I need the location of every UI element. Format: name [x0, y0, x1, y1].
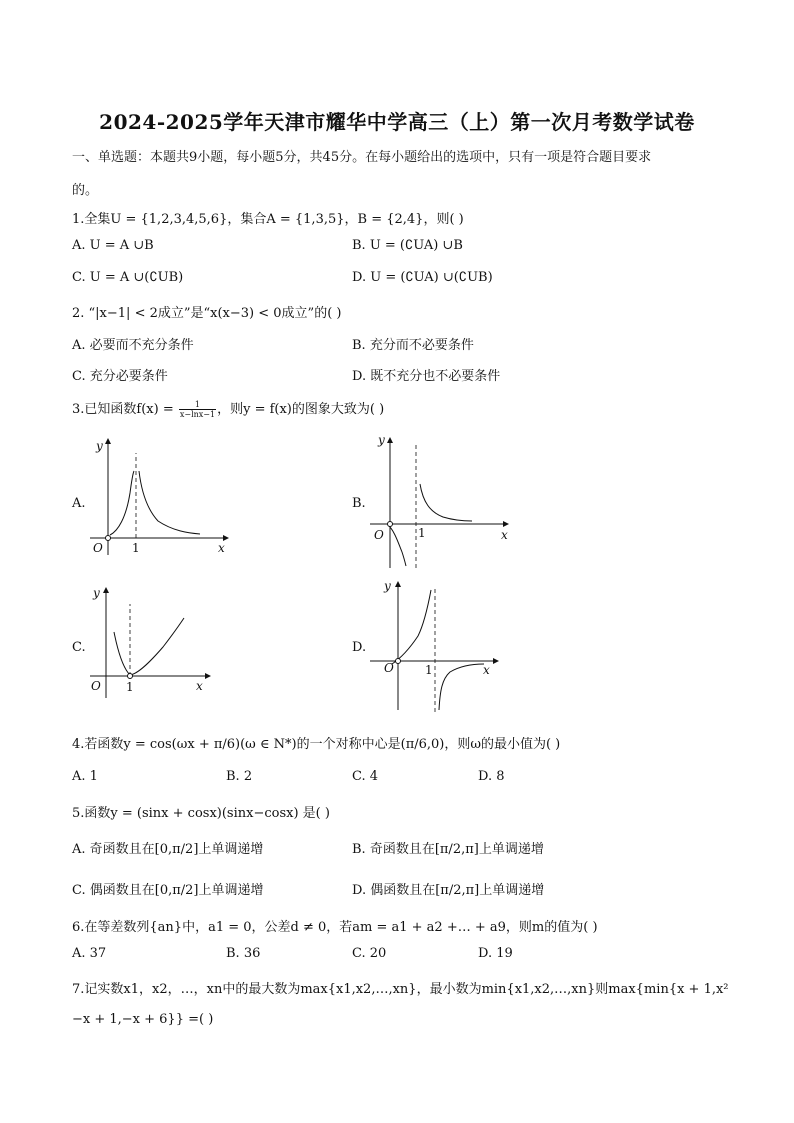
curve-right [139, 471, 200, 534]
q6-option-d: D. 19 [478, 946, 513, 961]
q3-stem-post: ，则y = f(x)的图象大致为( ) [217, 402, 385, 417]
point-hole [128, 674, 133, 679]
q4-stem: 4.若函数y = cos(ωx + π/6)(ω ∈ N*)的一个对称中心是(π/6,0)，则ω的最小值为( ) [72, 737, 561, 752]
origin-label: O [374, 528, 384, 542]
origin-label: O [93, 541, 103, 555]
x-label: x [483, 663, 490, 677]
q4-option-a: A. 1 [72, 769, 98, 784]
curve [114, 618, 184, 675]
q6-option-a: A. 37 [72, 946, 107, 961]
curve-right [439, 664, 484, 710]
curve-left [110, 471, 134, 535]
q2-option-b: B. 充分而不必要条件 [352, 338, 474, 353]
tick-1: 1 [132, 541, 140, 555]
q3-frac-num: 1 [179, 400, 216, 410]
q3-graph-c-label: C. [72, 640, 86, 655]
origin-hole [106, 536, 111, 541]
q1-stem: 1.全集U = {1,2,3,4,5,6}，集合A = {1,3,5}，B = {2,4}，则( ) [72, 212, 464, 227]
origin-label: O [91, 679, 101, 693]
origin-label: O [384, 661, 394, 675]
q1-option-b: B. U = (∁UA) ∪B [352, 238, 463, 253]
section-intro-line1: 一、单选题：本题共9小题，每小题5分，共45分。在每小题给出的选项中，只有一项是符合题目要求 [72, 150, 652, 165]
exam-title: 2024-2025学年天津市耀华中学高三（上）第一次月考数学试卷 [99, 110, 695, 134]
tick-1: 1 [425, 663, 433, 677]
q7-stem-line2: −x + 1,−x + 6}} =( ) [72, 1012, 214, 1027]
q3-graph-b-label: B. [352, 496, 366, 511]
tick-1: 1 [126, 680, 134, 694]
q3-graph-d-label: D. [352, 640, 367, 655]
q2-option-d: D. 既不充分也不必要条件 [352, 369, 501, 384]
q3-graph-c [88, 582, 218, 702]
q3-graph-a-label: A. [72, 496, 86, 511]
q7-stem-line1: 7.记实数x1，x2，…，xn中的最大数为max{x1,x2,…,xn}，最小数为min{x1,x2,…,xn}则max{min{x + 1,x² [72, 982, 729, 997]
q2-option-c: C. 充分必要条件 [72, 369, 168, 384]
curve-right [420, 484, 472, 521]
origin-hole [396, 659, 401, 664]
origin-hole [388, 522, 393, 527]
q3-graph-a [88, 433, 238, 558]
q6-option-c: C. 20 [352, 946, 387, 961]
q3-stem-pre: 3.已知函数f(x) = [72, 402, 178, 417]
q4-option-b: B. 2 [226, 769, 253, 784]
q6-option-b: B. 36 [226, 946, 261, 961]
q3-stem [72, 398, 384, 419]
q3-frac-den: x−lnx−1 [179, 410, 216, 419]
curve-left [388, 525, 406, 566]
q1-option-a: A. U = A ∪B [72, 238, 154, 253]
q5-option-a: A. 奇函数且在[0,π/2]上单调递增 [72, 842, 264, 857]
q4-option-c: C. 4 [352, 769, 379, 784]
y-label: y [93, 586, 100, 600]
q1-option-c: C. U = A ∪(∁UB) [72, 270, 184, 285]
q5-option-c: C. 偶函数且在[0,π/2]上单调递增 [72, 883, 264, 898]
x-label: x [196, 679, 203, 693]
q5-option-d: D. 偶函数且在[π/2,π]上单调递增 [352, 883, 545, 898]
q2-stem: 2. “|x−1| < 2成立”是“x(x−3) < 0成立”的( ) [72, 306, 342, 321]
y-label: y [384, 579, 391, 593]
q5-stem: 5.函数y = (sinx + cosx)(sinx−cosx) 是( ) [72, 806, 330, 821]
section-intro-line2: 的。 [72, 183, 99, 198]
x-label: x [218, 541, 225, 555]
q3-fraction [179, 400, 216, 419]
q5-option-b: B. 奇函数且在[π/2,π]上单调递增 [352, 842, 544, 857]
tick-1: 1 [418, 526, 426, 540]
y-label: y [96, 439, 103, 453]
q3-graph-d [368, 576, 508, 714]
q6-stem: 6.在等差数列{an}中，a1 = 0，公差d ≠ 0，若am = a1 + a2 +… + a9，则m的值为( ) [72, 920, 598, 935]
q3-graph-b [368, 432, 518, 572]
y-label: y [378, 433, 385, 447]
q2-option-a: A. 必要而不充分条件 [72, 338, 194, 353]
q1-option-d: D. U = (∁UA) ∪(∁UB) [352, 270, 493, 285]
q4-option-d: D. 8 [478, 769, 505, 784]
x-label: x [501, 528, 508, 542]
